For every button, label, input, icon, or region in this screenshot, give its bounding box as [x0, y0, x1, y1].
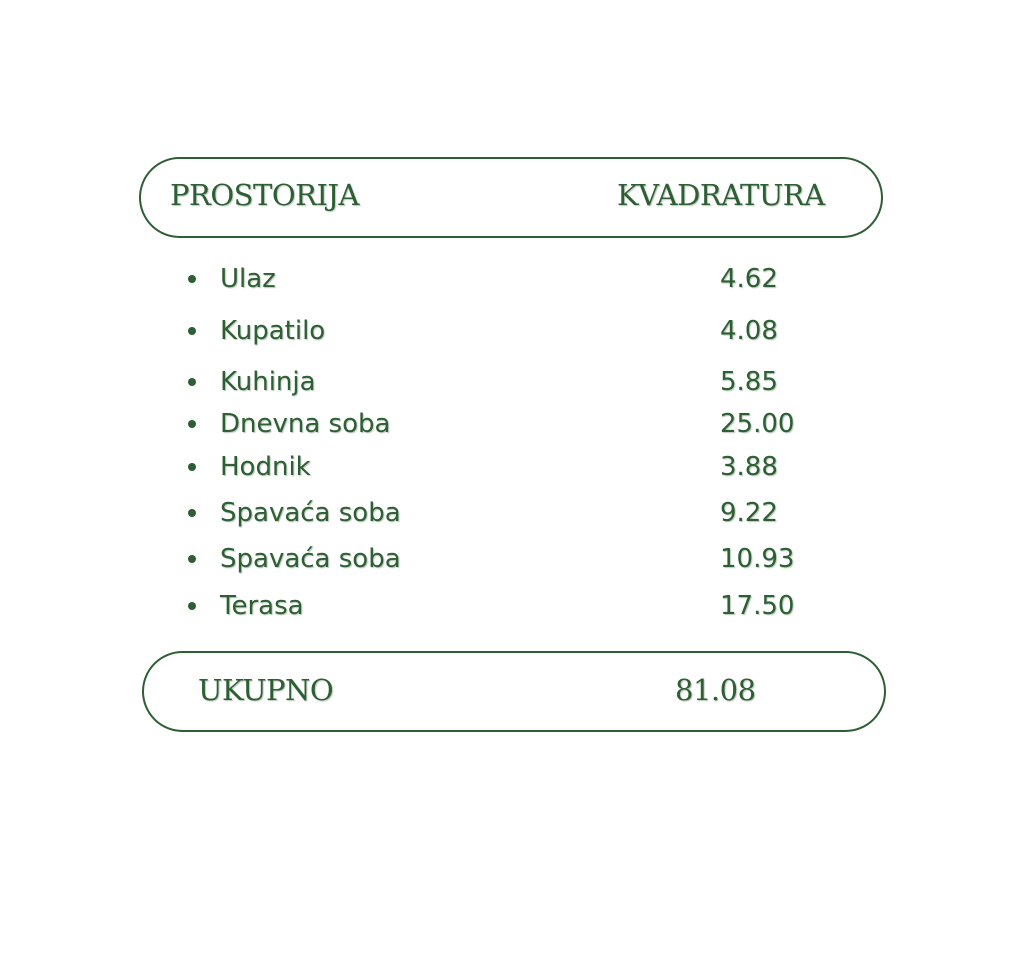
total-value: 81.08	[675, 673, 756, 707]
list-item	[0, 498, 1024, 528]
room-name: Kuhinja	[220, 367, 316, 397]
bullet-icon	[188, 420, 196, 428]
list-item	[0, 367, 1024, 397]
total-label: UKUPNO	[198, 673, 334, 707]
bullet-icon	[188, 555, 196, 563]
room-name: Hodnik	[220, 452, 311, 482]
room-area: 17.50	[720, 591, 795, 621]
room-area: 3.88	[720, 452, 778, 482]
room-area: 5.85	[720, 367, 778, 397]
room-name: Spavaća soba	[220, 498, 401, 528]
list-item	[0, 544, 1024, 574]
column-header-area: KVADRATURA	[617, 178, 825, 212]
bullet-icon	[188, 327, 196, 335]
list-item	[0, 264, 1024, 294]
bullet-icon	[188, 463, 196, 471]
room-area: 4.62	[720, 264, 778, 294]
bullet-icon	[188, 602, 196, 610]
room-area: 4.08	[720, 316, 778, 346]
room-area: 10.93	[720, 544, 795, 574]
room-name: Terasa	[220, 591, 304, 621]
bullet-icon	[188, 509, 196, 517]
room-name: Kupatilo	[220, 316, 326, 346]
bullet-icon	[188, 378, 196, 386]
list-item	[0, 409, 1024, 439]
room-area: 9.22	[720, 498, 778, 528]
list-item	[0, 316, 1024, 346]
room-name: Ulaz	[220, 264, 276, 294]
room-name: Dnevna soba	[220, 409, 391, 439]
room-name: Spavaća soba	[220, 544, 401, 574]
room-area: 25.00	[720, 409, 795, 439]
column-header-room: PROSTORIJA	[170, 178, 359, 212]
list-item	[0, 452, 1024, 482]
list-item	[0, 591, 1024, 621]
bullet-icon	[188, 275, 196, 283]
